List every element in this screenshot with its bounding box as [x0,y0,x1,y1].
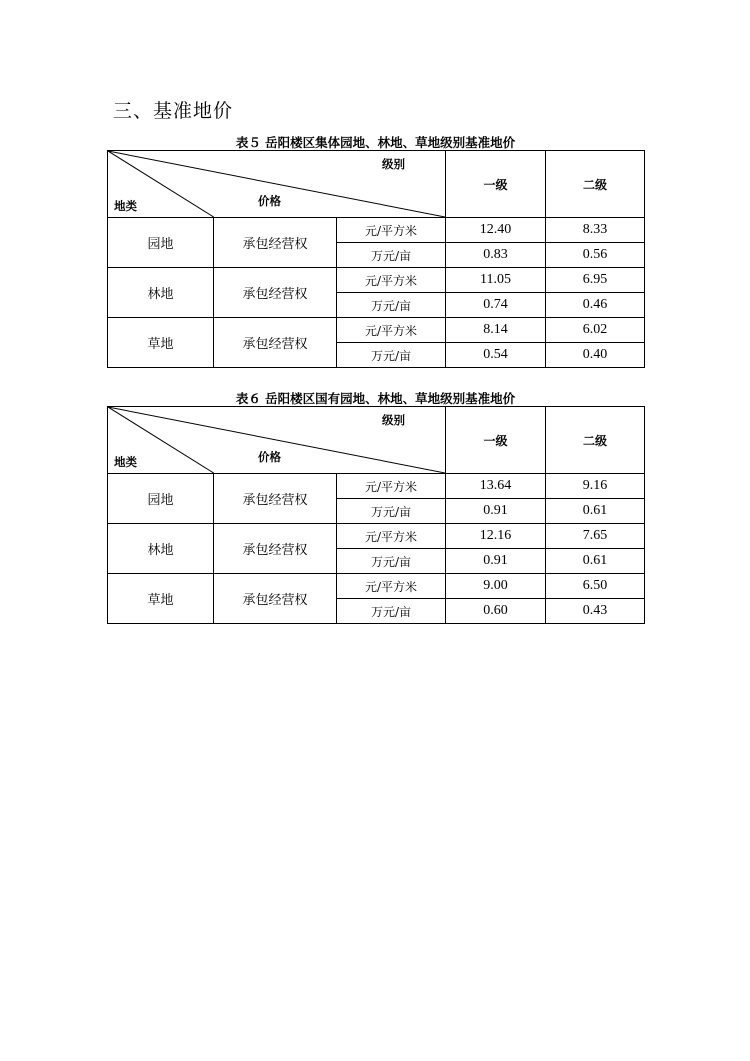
grade-1-value: 0.54 [446,343,546,368]
table-5-caption: 表５ 岳阳楼区集体园地、林地、草地级别基准地价 [235,135,516,150]
unit-cell: 元/平方米 [337,574,446,599]
diagonal-header-cell [108,151,446,218]
grade-1-value: 12.16 [446,524,546,549]
unit-cell: 万元/亩 [337,549,446,574]
right-type-cell: 承包经营权 [214,474,337,524]
unit-cell: 元/平方米 [337,318,446,343]
land-type-cell: 林地 [108,268,214,318]
header-grade-2: 二级 [546,407,645,474]
grade-2-value: 0.40 [546,343,645,368]
grade-2-value: 0.61 [546,549,645,574]
grade-2-value: 9.16 [546,474,645,499]
unit-cell: 万元/亩 [337,599,446,624]
grade-1-value: 11.05 [446,268,546,293]
unit-cell: 元/平方米 [337,268,446,293]
land-type-cell: 草地 [108,318,214,368]
unit-cell: 万元/亩 [337,343,446,368]
header-grade-1: 一级 [446,151,546,218]
unit-cell: 元/平方米 [337,474,446,499]
grade-1-value: 0.91 [446,499,546,524]
grade-2-value: 6.50 [546,574,645,599]
table-row [108,218,645,243]
table-row [108,318,645,343]
table-row [108,574,645,599]
land-type-cell: 林地 [108,524,214,574]
unit-cell: 万元/亩 [337,499,446,524]
grade-1-value: 0.83 [446,243,546,268]
table-row [108,474,645,499]
unit-cell: 万元/亩 [337,293,446,318]
header-grade-1: 一级 [446,407,546,474]
land-type-cell: 园地 [108,474,214,524]
grade-2-value: 0.46 [546,293,645,318]
header-landtype-label: 地类 [114,455,137,469]
header-price-label: 价格 [258,450,281,464]
header-price-label: 价格 [258,194,281,208]
header-landtype-label: 地类 [114,199,137,213]
grade-2-value: 0.43 [546,599,645,624]
grade-2-value: 0.61 [546,499,645,524]
header-grade-2: 二级 [546,151,645,218]
unit-cell: 万元/亩 [337,243,446,268]
table-row [108,524,645,549]
right-type-cell: 承包经营权 [214,268,337,318]
table-row [108,268,645,293]
right-type-cell: 承包经营权 [214,574,337,624]
unit-cell: 元/平方米 [337,524,446,549]
table-6 [107,406,645,624]
right-type-cell: 承包经营权 [214,524,337,574]
right-type-cell: 承包经营权 [214,218,337,268]
section-title: 三、基准地价 [113,100,234,122]
grade-2-value: 8.33 [546,218,645,243]
grade-1-value: 12.40 [446,218,546,243]
grade-2-value: 0.56 [546,243,645,268]
grade-1-value: 8.14 [446,318,546,343]
right-type-cell: 承包经营权 [214,318,337,368]
grade-2-value: 6.95 [546,268,645,293]
land-type-cell: 草地 [108,574,214,624]
table-6-caption: 表６ 岳阳楼区国有园地、林地、草地级别基准地价 [235,391,516,406]
grade-1-value: 13.64 [446,474,546,499]
diagonal-header-cell [108,407,446,474]
grade-2-value: 6.02 [546,318,645,343]
land-type-cell: 园地 [108,218,214,268]
grade-1-value: 0.91 [446,549,546,574]
table-5 [107,150,645,368]
header-level-label: 级别 [382,157,406,171]
grade-2-value: 7.65 [546,524,645,549]
grade-1-value: 0.74 [446,293,546,318]
grade-1-value: 0.60 [446,599,546,624]
header-level-label: 级别 [382,413,406,427]
grade-1-value: 9.00 [446,574,546,599]
unit-cell: 元/平方米 [337,218,446,243]
